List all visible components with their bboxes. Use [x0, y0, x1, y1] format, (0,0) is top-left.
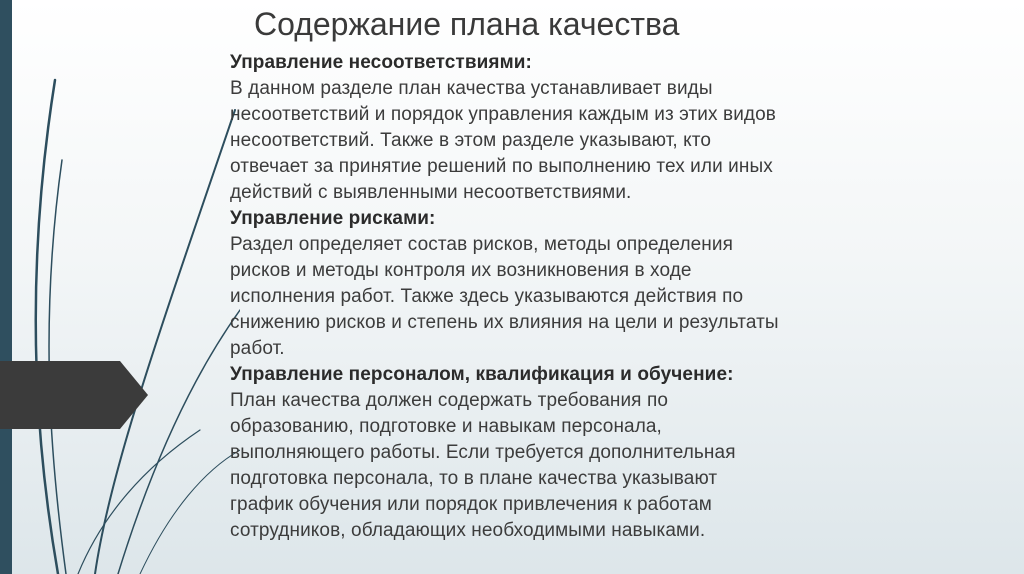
text-line: исполнения работ. Также здесь указываются действия по	[230, 286, 744, 307]
text-line: снижению рисков и степень их влияния на цели и результаты	[230, 312, 779, 333]
section-heading: Управление несоответствиями:	[230, 52, 532, 73]
text-line: В данном разделе план качества устанавливает виды	[230, 78, 713, 99]
section-heading: Управление персоналом, квалификация и обучение:	[230, 364, 734, 385]
section-heading: Управление рисками:	[230, 208, 436, 229]
section-text	[230, 388, 930, 544]
section-personnel	[230, 362, 930, 544]
text-line: отвечает за принятие решений по выполнению тех или иных	[230, 156, 773, 177]
text-line: сотрудников, обладающих необходимыми навыками.	[230, 520, 706, 541]
text-line: План качества должен содержать требования по	[230, 390, 668, 411]
section-nonconformity	[230, 50, 930, 206]
text-line: несоответствий. Также в этом разделе указывают, кто	[230, 130, 712, 151]
text-line: рисков и методы контроля их возникновения в ходе	[230, 260, 692, 281]
text-line: Раздел определяет состав рисков, методы определения	[230, 234, 733, 255]
section-text	[230, 232, 930, 362]
section-risks	[230, 206, 930, 362]
text-line: образованию, подготовке и навыкам персонала,	[230, 416, 662, 437]
text-line: график обучения или порядок привлечения к работам	[230, 494, 712, 515]
section-text	[230, 76, 930, 206]
arrow-tab-shape	[0, 361, 148, 429]
text-line: выполняющего работы. Если требуется дополнительная	[230, 442, 736, 463]
text-line: действий с выявленными несоответствиями.	[230, 182, 632, 203]
slide-content	[230, 50, 930, 544]
slide-title: Содержание плана качества	[254, 6, 680, 42]
text-line: подготовка персонала, то в плане качества указывают	[230, 468, 718, 489]
decorative-curves	[0, 0, 240, 574]
text-line: несоответствий и порядок управления каждым из этих видов	[230, 104, 776, 125]
text-line: работ.	[230, 338, 285, 359]
